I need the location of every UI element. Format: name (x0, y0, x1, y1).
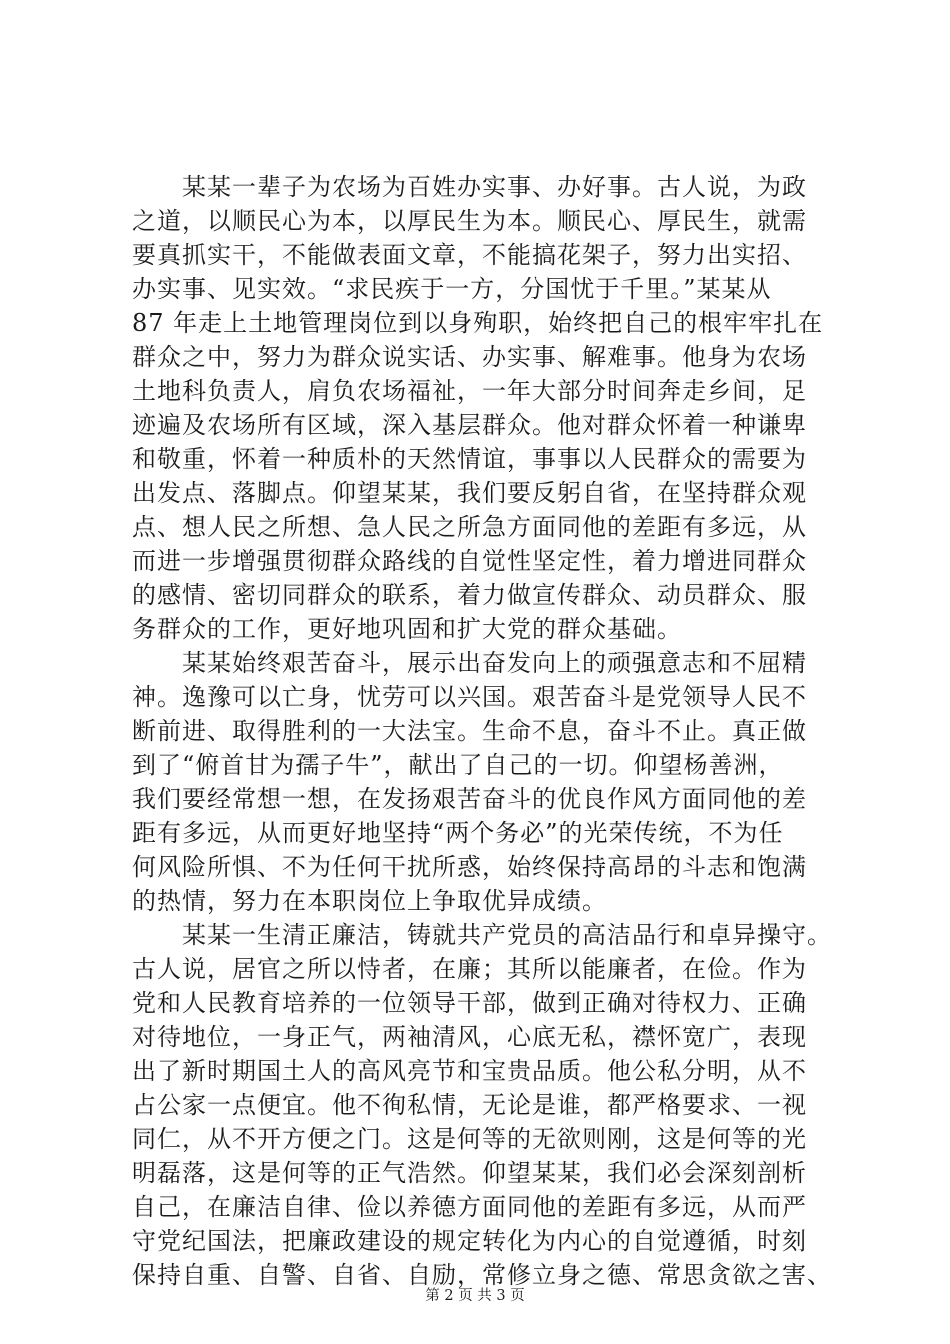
text-line: 同仁，从不开方便之门。这是何等的无欲则刚，这是何等的光 (132, 1125, 807, 1153)
text-line: 某某始终艰苦奋斗，展示出奋发向上的顽强意志和不屈精 (132, 649, 807, 677)
text-line: 迹遍及农场所有区域，深入基层群众。他对群众怀着一种谦卑 (132, 411, 807, 439)
text-line: 保持自重、自警、自省、自励，常修立身之德、常思贪欲之害、 (132, 1261, 832, 1289)
text-line: 土地科负责人，肩负农场福祉，一年大部分时间奔走乡间，足 (132, 377, 807, 405)
text-line: 明磊落，这是何等的正气浩然。仰望某某，我们必会深刻剖析 (132, 1159, 807, 1187)
text-line: 某某一辈子为农场为百姓办实事、办好事。古人说，为政 (132, 173, 807, 201)
text-line: 我们要经常想一想，在发扬艰苦奋斗的优良作风方面同他的差 (132, 785, 807, 813)
text-line: 守党纪国法，把廉政建设的规定转化为内心的自觉遵循，时刻 (132, 1227, 807, 1255)
text-line: 到了“俯首甘为孺子牛”，献出了自己的一切。仰望杨善洲， (132, 751, 784, 779)
text-line: 办实事、见实效。“求民疾于一方，分国忧于千里。”某某从 (132, 275, 772, 303)
text-line: 群众之中，努力为群众说实话、办实事、解难事。他身为农场 (132, 343, 807, 371)
text-line: 某某一生清正廉洁，铸就共产党员的高洁品行和卓异操守。 (132, 921, 832, 949)
text-line: 务群众的工作，更好地巩固和扩大党的群众基础。 (132, 615, 682, 643)
text-line: 87 年走上土地管理岗位到以身殉职，始终把自己的根牢牢扎在 (132, 309, 824, 337)
text-line: 和敬重，怀着一种质朴的天然情谊，事事以人民群众的需要为 (132, 445, 807, 473)
text-line: 断前进、取得胜利的一大法宝。生命不息，奋斗不止。真正做 (132, 717, 807, 745)
text-line: 距有多远，从而更好地坚持“两个务必”的光荣传统，不为任 (132, 819, 784, 847)
text-line: 占公家一点便宜。他不徇私情，无论是谁，都严格要求、一视 (132, 1091, 807, 1119)
text-line: 对待地位，一身正气，两袖清风，心底无私，襟怀宽广，表现 (132, 1023, 807, 1051)
text-line: 出了新时期国土人的高风亮节和宝贵品质。他公私分明，从不 (132, 1057, 807, 1085)
body-text (132, 170, 832, 1292)
text-line: 的感情、密切同群众的联系，着力做宣传群众、动员群众、服 (132, 581, 807, 609)
text-line: 古人说，居官之所以恃者，在廉；其所以能廉者，在俭。作为 (132, 955, 807, 983)
text-line: 自己，在廉洁自律、俭以养德方面同他的差距有多远，从而严 (132, 1193, 807, 1221)
text-line: 而进一步增强贯彻群众路线的自觉性坚定性，着力增进同群众 (132, 547, 807, 575)
text-line: 党和人民教育培养的一位领导干部，做到正确对待权力、正确 (132, 989, 807, 1017)
text-line: 点、想人民之所想、急人民之所急方面同他的差距有多远，从 (132, 513, 807, 541)
text-line: 要真抓实干，不能做表面文章，不能搞花架子，努力出实招、 (132, 241, 807, 269)
text-line: 出发点、落脚点。仰望某某，我们要反躬自省，在坚持群众观 (132, 479, 807, 507)
text-line: 何风险所惧、不为任何干扰所惑，始终保持高昂的斗志和饱满 (132, 853, 807, 881)
page-footer: 第 2 页 共 3 页 (425, 1288, 525, 1304)
text-line: 之道，以顺民心为本，以厚民生为本。顺民心、厚民生，就需 (132, 207, 807, 235)
text-line: 神。逸豫可以亡身，忧劳可以兴国。艰苦奋斗是党领导人民不 (132, 683, 807, 711)
text-line: 的热情，努力在本职岗位上争取优异成绩。 (132, 887, 607, 915)
